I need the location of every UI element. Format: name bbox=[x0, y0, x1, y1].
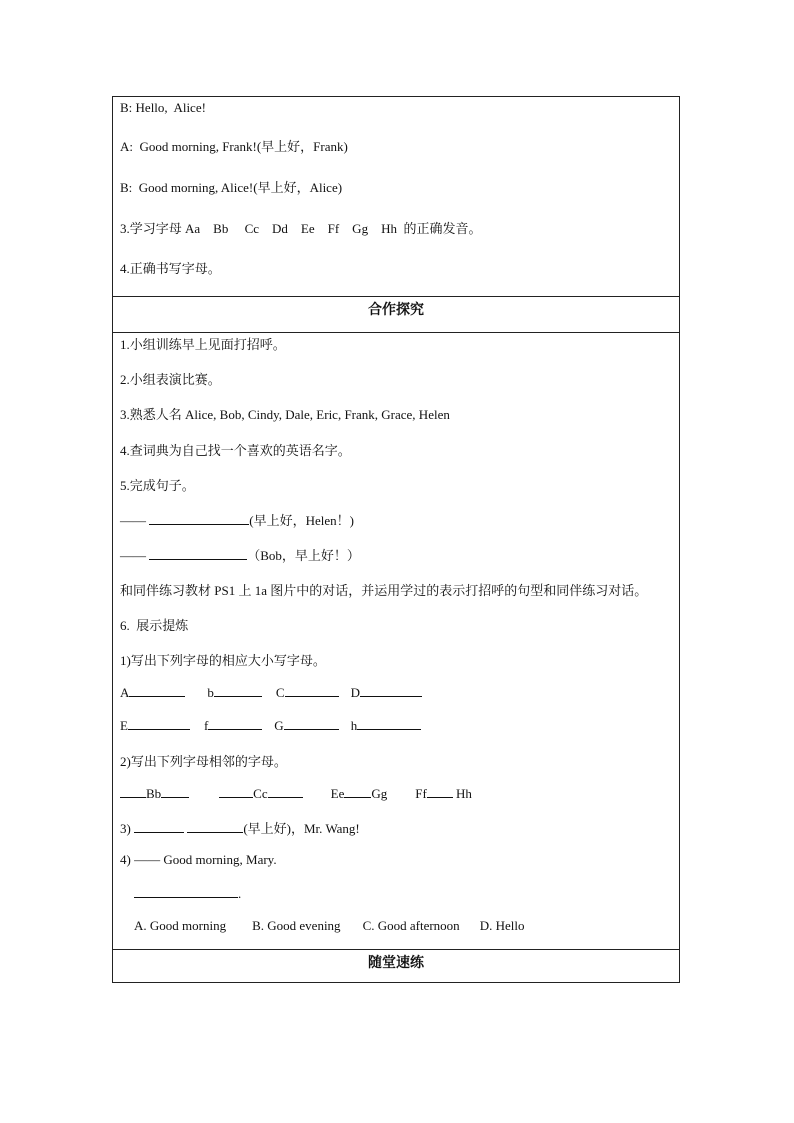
question-4-options bbox=[134, 918, 524, 934]
option-b[interactable]: B. Good evening bbox=[252, 918, 341, 933]
row-divider bbox=[113, 296, 679, 297]
sentence-blank-1: —— (早上好，Helen！) bbox=[120, 513, 354, 528]
task-item-1: 1.小组训练早上见面打招呼。 bbox=[120, 337, 286, 352]
answer-blank[interactable] bbox=[160, 885, 238, 898]
answer-blank[interactable] bbox=[219, 785, 253, 798]
answer-blank[interactable] bbox=[134, 885, 160, 898]
question-1-prompt: 1)写出下列字母的相应大小写字母。 bbox=[120, 653, 326, 668]
answer-blank[interactable] bbox=[128, 717, 190, 730]
letter-writing-item: 4.正确书写字母。 bbox=[120, 261, 221, 276]
worksheet-table bbox=[112, 96, 680, 983]
answer-blank[interactable] bbox=[187, 820, 243, 833]
adjacent-letters-row: Bb Cc Ee Gg Ff Hh bbox=[120, 785, 472, 802]
task-item-4: 4.查词典为自己找一个喜欢的英语名字。 bbox=[120, 443, 351, 458]
answer-blank[interactable] bbox=[208, 717, 262, 730]
answer-blank[interactable] bbox=[284, 717, 339, 730]
answer-blank[interactable] bbox=[129, 684, 185, 697]
task-item-2: 2.小组表演比赛。 bbox=[120, 372, 221, 387]
letter-case-row-2: E f G h bbox=[120, 717, 421, 734]
answer-blank[interactable] bbox=[120, 785, 146, 798]
dialogue-line-b-hello: B: Hello, Alice! bbox=[120, 100, 206, 115]
answer-blank[interactable] bbox=[357, 717, 421, 730]
section-heading-cooperation: 合作探究 bbox=[368, 303, 424, 318]
task-item-3: 3.熟悉人名 Alice, Bob, Cindy, Dale, Eric, Frank, Grace, Helen bbox=[120, 407, 450, 422]
question-4: 4) —— Good morning, Mary. bbox=[120, 852, 277, 867]
answer-blank[interactable] bbox=[149, 512, 249, 525]
question-4-answer-line: . bbox=[134, 885, 241, 902]
option-c[interactable]: C. Good afternoon bbox=[362, 918, 460, 933]
answer-blank[interactable] bbox=[285, 684, 339, 697]
option-d[interactable]: D. Hello bbox=[479, 918, 525, 933]
task-item-5: 5.完成句子。 bbox=[120, 478, 195, 493]
answer-blank[interactable] bbox=[161, 785, 189, 798]
dialogue-line-a-morning: A: Good morning, Frank!(早上好，Frank) bbox=[120, 139, 348, 154]
answer-blank[interactable] bbox=[214, 684, 262, 697]
sentence-blank-2: —— （Bob，早上好！） bbox=[120, 548, 360, 563]
letter-case-row-1: A b C D bbox=[120, 684, 422, 701]
option-a[interactable]: A. Good morning bbox=[134, 918, 227, 933]
answer-blank[interactable] bbox=[344, 785, 371, 798]
answer-blank[interactable] bbox=[268, 785, 303, 798]
answer-blank[interactable] bbox=[134, 820, 184, 833]
answer-blank[interactable] bbox=[360, 684, 422, 697]
section-heading-quick-practice: 随堂速练 bbox=[368, 956, 424, 971]
dialogue-line-b-morning: B: Good morning, Alice!(早上好，Alice) bbox=[120, 180, 343, 195]
row-divider bbox=[113, 949, 679, 950]
answer-blank[interactable] bbox=[149, 547, 247, 560]
task-item-6: 6. 展示提炼 bbox=[120, 618, 189, 633]
letter-pronunciation-item: 3.学习字母 Aa Bb Cc Dd Ee Ff Gg Hh 的正确发音。 bbox=[120, 221, 482, 236]
question-3: 3) (早上好)，Mr. Wang! bbox=[120, 821, 360, 836]
question-2-prompt: 2)写出下列字母相邻的字母。 bbox=[120, 754, 287, 769]
row-divider bbox=[113, 332, 679, 333]
practice-instruction: 和同伴练习教材 PS1 上 1a 图片中的对话，并运用学过的表示打招呼的句型和同伴练习对话。 bbox=[120, 583, 648, 598]
answer-blank[interactable] bbox=[427, 785, 453, 798]
